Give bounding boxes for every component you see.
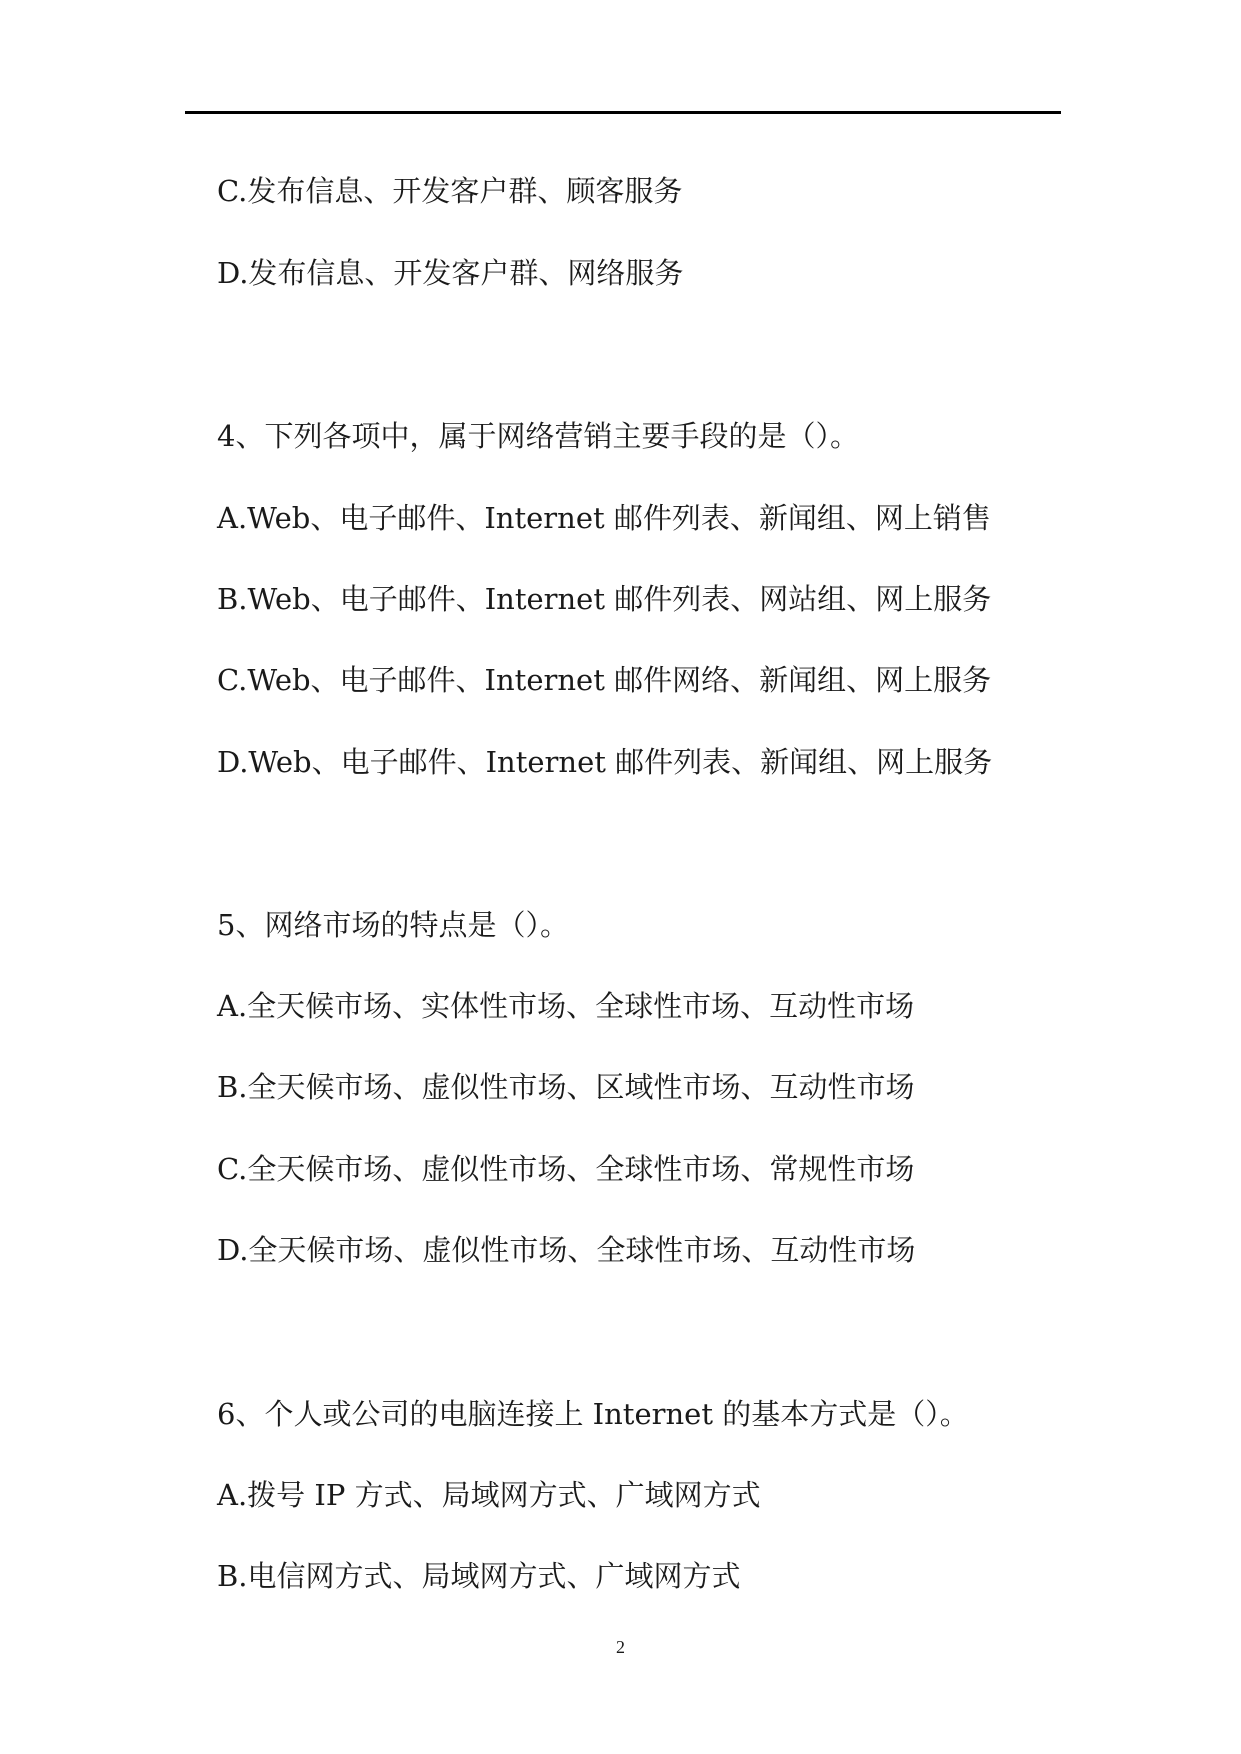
q5-option-d: D.全天候市场、虚似性市场、全球性市场、互动性市场 [217, 1233, 916, 1267]
q3-option-d: D.发布信息、开发客户群、网络服务 [217, 256, 684, 290]
q5-option-a: A.全天候市场、实体性市场、全球性市场、互动性市场 [217, 989, 915, 1023]
q5-option-c: C.全天候市场、虚似性市场、全球性市场、常规性市场 [217, 1152, 915, 1186]
q4-option-d: D.Web、电子邮件、Internet 邮件列表、新闻组、网上服务 [217, 745, 993, 779]
q6-question: 6、个人或公司的电脑连接上 Internet 的基本方式是（）。 [217, 1397, 969, 1431]
header-rule [185, 111, 1061, 114]
q4-question: 4、下列各项中，属于网络营销主要手段的是（）。 [217, 419, 859, 453]
q4-option-a: A.Web、电子邮件、Internet 邮件列表、新闻组、网上销售 [217, 501, 991, 535]
q4-option-c: C.Web、电子邮件、Internet 邮件网络、新闻组、网上服务 [217, 663, 992, 697]
q6-option-a: A.拨号 IP 方式、局域网方式、广域网方式 [217, 1478, 761, 1512]
q6-option-b: B.电信网方式、局域网方式、广域网方式 [217, 1559, 741, 1593]
q5-question: 5、网络市场的特点是（）。 [217, 908, 569, 942]
q4-option-b: B.Web、电子邮件、Internet 邮件列表、网站组、网上服务 [217, 582, 992, 616]
page-number: 2 [616, 1637, 625, 1657]
q5-option-b: B.全天候市场、虚似性市场、区域性市场、互动性市场 [217, 1070, 915, 1104]
q3-option-c: C.发布信息、开发客户群、顾客服务 [217, 174, 683, 208]
